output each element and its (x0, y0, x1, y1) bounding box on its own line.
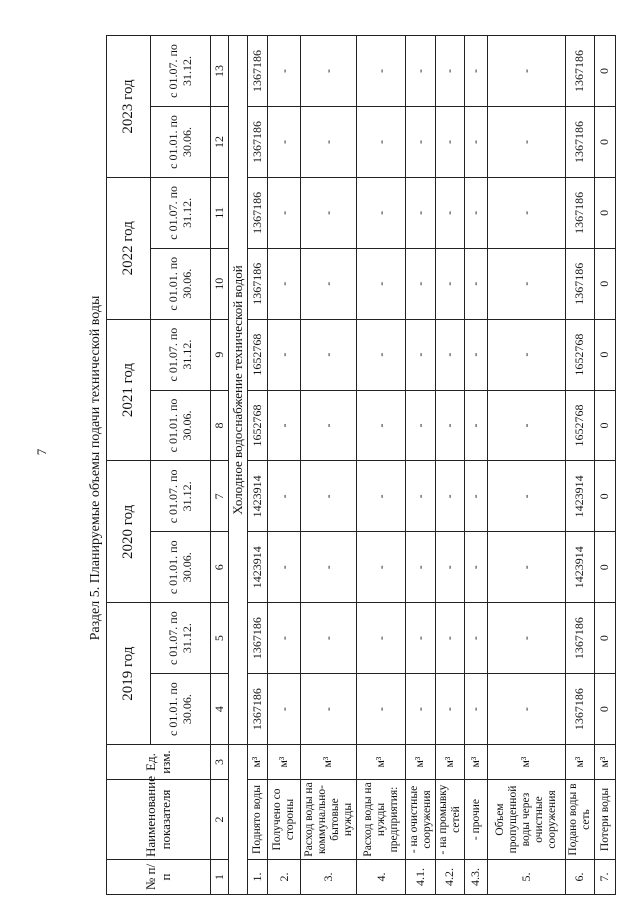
row-value: - (487, 36, 565, 107)
row-value: - (301, 603, 357, 674)
header-period: с 01.07. по 31.12. (151, 36, 211, 107)
table-row (301, 36, 357, 895)
row-value: - (487, 532, 565, 603)
row-value: 0 (595, 461, 616, 532)
row-value: - (301, 36, 357, 107)
row-value: - (435, 248, 464, 319)
row-value: - (435, 319, 464, 390)
row-value: - (357, 36, 406, 107)
row-value: - (268, 532, 301, 603)
row-value: - (465, 36, 488, 107)
row-value: - (435, 106, 464, 177)
row-value: - (465, 248, 488, 319)
section-header-row (229, 36, 247, 895)
header-year-2020: 2020 год (107, 461, 151, 603)
row-value: - (268, 177, 301, 248)
row-unit: м³ (247, 745, 268, 780)
row-name: - на промывку сетей (435, 780, 464, 860)
column-number: 12 (211, 106, 229, 177)
row-value: - (268, 36, 301, 107)
water-supply-table (106, 35, 616, 895)
row-number: 4.1. (406, 860, 435, 895)
row-value: - (465, 603, 488, 674)
column-number: 9 (211, 319, 229, 390)
row-value: - (435, 390, 464, 461)
table-row (435, 36, 464, 895)
row-value: - (357, 603, 406, 674)
row-value: 1423914 (565, 532, 594, 603)
row-value: - (406, 319, 435, 390)
row-value: 0 (595, 248, 616, 319)
row-value: - (406, 532, 435, 603)
section-title: Раздел 5. Планируемые объемы подачи технической воды (88, 295, 103, 641)
row-unit: м³ (487, 745, 565, 780)
row-value: 1367186 (247, 603, 268, 674)
section-name: Холодное водоснабжение технической водой (229, 36, 247, 745)
row-number: 5. (487, 860, 565, 895)
row-value: 1423914 (247, 532, 268, 603)
header-period: с 01.01. по 30.06. (151, 532, 211, 603)
row-unit: м³ (301, 745, 357, 780)
row-number: 7. (595, 860, 616, 895)
row-value: 0 (595, 674, 616, 745)
row-value: - (487, 461, 565, 532)
header-year-2021: 2021 год (107, 319, 151, 461)
table-body (211, 36, 616, 895)
row-unit: м³ (268, 745, 301, 780)
row-value: - (357, 248, 406, 319)
table-row (247, 36, 268, 895)
row-value: - (487, 177, 565, 248)
row-value: - (357, 390, 406, 461)
row-value: 1367186 (565, 177, 594, 248)
row-value: - (268, 603, 301, 674)
row-value: - (406, 36, 435, 107)
table-container (106, 35, 616, 895)
table-row (268, 36, 301, 895)
row-value: - (301, 248, 357, 319)
row-value: 1367186 (565, 248, 594, 319)
row-value: - (435, 177, 464, 248)
column-number: 6 (211, 532, 229, 603)
row-number: 6. (565, 860, 594, 895)
row-value: 1423914 (565, 461, 594, 532)
row-name: - на очистные сооружения (406, 780, 435, 860)
row-name: Поднято воды (247, 780, 268, 860)
table-row (406, 36, 435, 895)
row-value: - (465, 106, 488, 177)
row-unit: м³ (565, 745, 594, 780)
row-value: 0 (595, 106, 616, 177)
row-value: - (301, 461, 357, 532)
row-value: - (465, 674, 488, 745)
row-value: - (268, 461, 301, 532)
row-value: - (435, 603, 464, 674)
row-value: 0 (595, 390, 616, 461)
row-value: - (301, 532, 357, 603)
row-unit: м³ (465, 745, 488, 780)
row-value: - (357, 319, 406, 390)
column-number: 10 (211, 248, 229, 319)
row-name: Подано воды в сеть (565, 780, 594, 860)
header-number: № п/п (107, 860, 211, 895)
row-value: - (487, 106, 565, 177)
header-period: с 01.07. по 31.12. (151, 177, 211, 248)
row-name: Объем пропущенной воды через очистные сооружения (487, 780, 565, 860)
row-name: Расход воды на нужды предприятия: (357, 780, 406, 860)
row-value: 1367186 (247, 106, 268, 177)
row-name: Расход воды на коммунально-бытовые нужды (301, 780, 357, 860)
header-period: с 01.07. по 31.12. (151, 603, 211, 674)
row-value: - (406, 177, 435, 248)
row-value: - (465, 390, 488, 461)
column-number: 7 (211, 461, 229, 532)
row-number: 4.3. (465, 860, 488, 895)
row-value: - (357, 177, 406, 248)
row-value: 0 (595, 319, 616, 390)
row-value: - (465, 461, 488, 532)
row-value: - (268, 319, 301, 390)
row-value: - (435, 674, 464, 745)
row-value: 0 (595, 36, 616, 107)
column-number: 13 (211, 36, 229, 107)
table-row (487, 36, 565, 895)
row-value: - (487, 390, 565, 461)
column-number: 4 (211, 674, 229, 745)
row-value: 1652768 (565, 390, 594, 461)
row-number: 3. (301, 860, 357, 895)
row-value: 1652768 (565, 319, 594, 390)
table-row (357, 36, 406, 895)
row-value: - (301, 319, 357, 390)
table-row (465, 36, 488, 895)
header-period: с 01.01. по 30.06. (151, 674, 211, 745)
row-number: 2. (268, 860, 301, 895)
row-value: 0 (595, 177, 616, 248)
row-unit: м³ (357, 745, 406, 780)
column-number: 8 (211, 390, 229, 461)
row-value: - (357, 106, 406, 177)
row-value: - (301, 177, 357, 248)
row-number: 1. (247, 860, 268, 895)
section-spacer (229, 745, 247, 895)
row-number: 4.2. (435, 860, 464, 895)
row-value: - (357, 674, 406, 745)
column-number: 11 (211, 177, 229, 248)
row-unit: м³ (406, 745, 435, 780)
row-value: - (487, 674, 565, 745)
row-value: - (406, 674, 435, 745)
row-value: - (487, 248, 565, 319)
row-value: - (465, 177, 488, 248)
row-value: - (435, 532, 464, 603)
header-year-2023: 2023 год (107, 36, 151, 178)
header-period: с 01.01. по 30.06. (151, 106, 211, 177)
row-value: 1423914 (247, 461, 268, 532)
row-name: Получено со стороны (268, 780, 301, 860)
row-value: - (435, 36, 464, 107)
row-name: Потери воды (595, 780, 616, 860)
row-value: - (268, 390, 301, 461)
header-period: с 01.07. по 31.12. (151, 461, 211, 532)
column-numbers-row (211, 36, 229, 895)
row-value: - (357, 532, 406, 603)
header-year-2019: 2019 год (107, 603, 151, 745)
row-value: 1367186 (565, 674, 594, 745)
header-period: с 01.07. по 31.12. (151, 319, 211, 390)
table-row (595, 36, 616, 895)
row-value: - (301, 674, 357, 745)
row-value: 0 (595, 603, 616, 674)
header-year-2022: 2022 год (107, 177, 151, 319)
row-unit: м³ (435, 745, 464, 780)
row-value: 1367186 (247, 177, 268, 248)
row-value: - (487, 603, 565, 674)
row-value: - (465, 319, 488, 390)
page-number: 7 (34, 448, 49, 456)
column-number: 3 (211, 745, 229, 780)
row-value: - (268, 248, 301, 319)
header-row-years (107, 36, 151, 895)
header-period: с 01.01. по 30.06. (151, 390, 211, 461)
row-number: 4. (357, 860, 406, 895)
row-value: - (301, 390, 357, 461)
row-value: - (406, 461, 435, 532)
column-number: 1 (211, 860, 229, 895)
row-value: - (435, 461, 464, 532)
row-value: 1367186 (247, 674, 268, 745)
row-value: 1367186 (565, 106, 594, 177)
table-row (565, 36, 594, 895)
row-value: 0 (595, 532, 616, 603)
row-value: - (406, 390, 435, 461)
row-value: - (268, 674, 301, 745)
row-value: - (465, 532, 488, 603)
row-value: 1367186 (247, 36, 268, 107)
row-unit: м³ (595, 745, 616, 780)
row-value: 1652768 (247, 390, 268, 461)
row-value: 1367186 (565, 603, 594, 674)
header-name: Наименование показателя (107, 780, 211, 860)
header-period: с 01.01. по 30.06. (151, 248, 211, 319)
row-value: 1367186 (247, 248, 268, 319)
row-value: - (487, 319, 565, 390)
header-unit: Ед. изм. (107, 745, 211, 780)
column-number: 2 (211, 780, 229, 860)
row-value: - (357, 461, 406, 532)
row-value: - (268, 106, 301, 177)
row-value: - (406, 248, 435, 319)
row-value: - (301, 106, 357, 177)
row-value: - (406, 106, 435, 177)
column-number: 5 (211, 603, 229, 674)
row-value: 1652768 (247, 319, 268, 390)
row-value: 1367186 (565, 36, 594, 107)
row-value: - (406, 603, 435, 674)
row-name: - прочие (465, 780, 488, 860)
